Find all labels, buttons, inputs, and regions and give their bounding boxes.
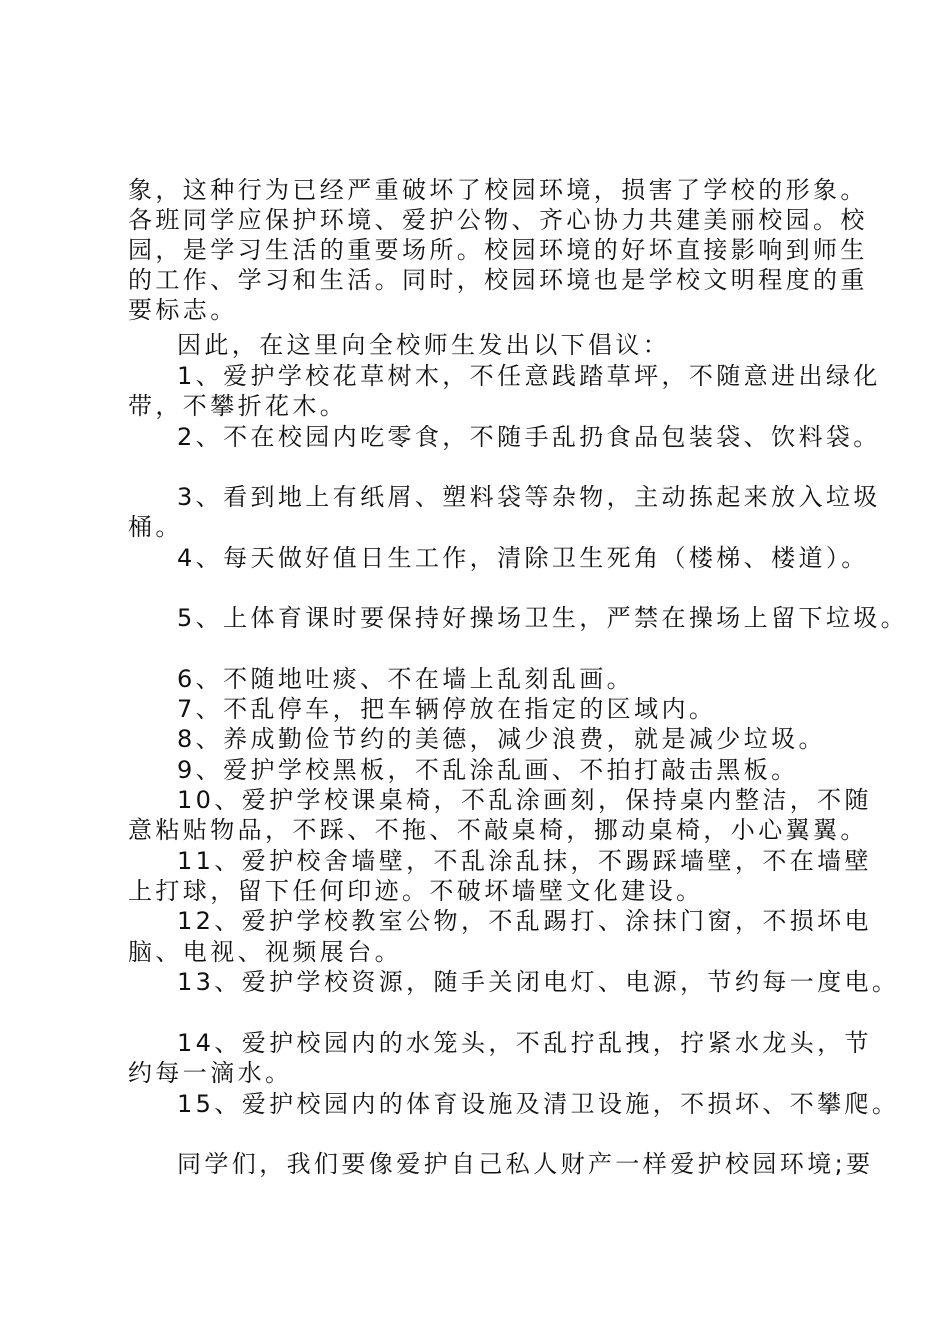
proposal-item: 9、爱护学校黑板，不乱涂乱画、不拍打敲击黑板。 xyxy=(177,756,799,784)
text-line: 各班同学应保护环境、爱护公物、齐心协力共建美丽校园。校 xyxy=(128,206,868,234)
proposal-item-continued: 带，不攀折花木。 xyxy=(128,392,348,420)
proposal-item: 10、爱护学校课桌椅，不乱涂画刻，保持桌内整洁，不随 xyxy=(177,786,872,814)
closing-paragraph: 同学们，我们要像爱护自己私人财产一样爱护校园环境;要 xyxy=(177,1150,874,1178)
proposal-item: 6、不随地吐痰、不在墙上乱刻乱画。 xyxy=(177,665,635,693)
proposal-item-continued: 上打球，留下任何印迹。不破坏墙壁文化建设。 xyxy=(128,877,704,905)
proposal-item: 5、上体育课时要保持好操场卫生，严禁在操场上留下垃圾。 xyxy=(177,604,909,632)
proposal-item: 8、养成勤俭节约的美德，减少浪费，就是减少垃圾。 xyxy=(177,725,826,753)
proposal-item: 7、不乱停车，把车辆停放在指定的区域内。 xyxy=(177,695,717,723)
proposal-item-continued: 脑、电视、视频展台。 xyxy=(128,938,402,966)
text-line: 象，这种行为已经严重破坏了校园环境，损害了学校的形象。 xyxy=(128,176,868,204)
proposal-item: 11、爱护校舍墙壁，不乱涂乱抹，不踢踩墙壁，不在墙壁 xyxy=(177,847,872,875)
proposal-item: 14、爱护校园内的水笼头，不乱拧乱拽，拧紧水龙头，节 xyxy=(177,1029,872,1057)
proposal-item: 1、爱护学校花草树木，不任意践踏草坪，不随意进出绿化 xyxy=(177,362,881,390)
proposal-item-continued: 意粘贴物品，不踩、不拖、不敲桌椅，挪动桌椅，小心翼翼。 xyxy=(128,816,868,844)
text-line: 的工作、学习和生活。同时，校园环境也是学校文明程度的重 xyxy=(128,266,868,294)
proposal-item: 4、每天做好值日生工作，清除卫生死角（楼梯、楼道）。 xyxy=(177,544,869,572)
proposal-item: 12、爱护学校教室公物，不乱踢打、涂抹门窗，不损坏电 xyxy=(177,907,872,935)
text-line: 要标志。 xyxy=(128,296,238,324)
proposal-item-continued: 约每一滴水。 xyxy=(128,1059,293,1087)
proposal-item-continued: 桶。 xyxy=(128,513,183,541)
text-line: 因此，在这里向全校师生发出以下倡议： xyxy=(177,331,671,359)
proposal-item: 13、爱护学校资源，随手关闭电灯、电源，节约每一度电。 xyxy=(177,968,900,996)
text-line: 园，是学习生活的重要场所。校园环境的好坏直接影响到师生 xyxy=(128,236,868,264)
proposal-item: 2、不在校园内吃零食，不随手乱扔食品包装袋、饮料袋。 xyxy=(177,423,881,451)
proposal-item: 15、爱护校园内的体育设施及清卫设施，不损坏、不攀爬。 xyxy=(177,1090,900,1118)
proposal-item: 3、看到地上有纸屑、塑料袋等杂物，主动拣起来放入垃圾 xyxy=(177,483,881,511)
